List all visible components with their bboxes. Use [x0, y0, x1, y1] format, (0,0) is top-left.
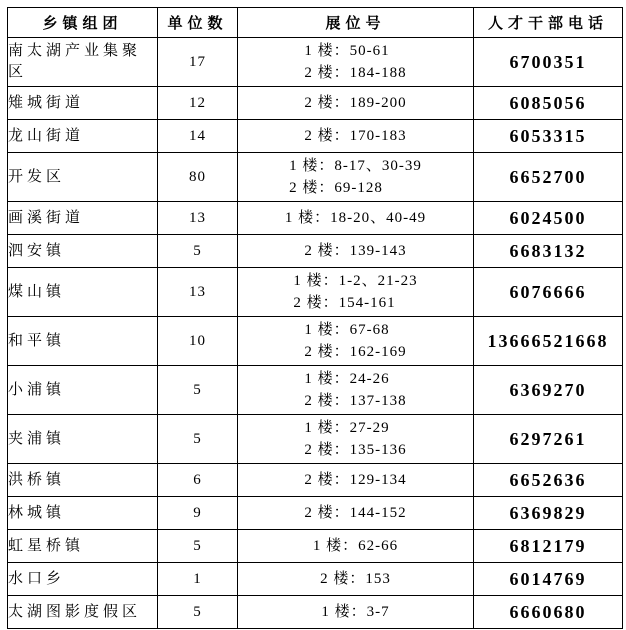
col-header-talent-cadre-phone: 人才干部电话	[474, 8, 623, 38]
booth-number-cell	[238, 120, 474, 153]
booth-lines-block	[304, 469, 406, 491]
booth-line: 2 楼：69-128	[289, 180, 383, 196]
table-row	[8, 120, 623, 153]
township-name-cell: 泗安镇	[8, 235, 158, 268]
phone-cell: 13666521668	[474, 317, 623, 366]
township-name-cell: 和平镇	[8, 317, 158, 366]
unit-count-cell: 5	[158, 366, 238, 415]
booth-line: 2 楼：189-200	[304, 95, 407, 111]
booth-lines-block	[304, 319, 406, 363]
booth-line: 2 楼：137-138	[304, 393, 407, 409]
phone-cell: 6085056	[474, 87, 623, 120]
booth-line: 2 楼：162-169	[304, 344, 407, 360]
table-row	[8, 38, 623, 87]
booth-line: 1 楼：18-20、40-49	[284, 210, 427, 226]
booth-number-cell	[238, 415, 474, 464]
booth-line: 1 楼：3-7	[321, 604, 390, 620]
booth-number-cell	[238, 366, 474, 415]
unit-count-cell: 14	[158, 120, 238, 153]
booth-number-cell	[238, 153, 474, 202]
booth-line: 2 楼：129-134	[304, 472, 407, 488]
township-name-cell: 小浦镇	[8, 366, 158, 415]
table-row	[8, 317, 623, 366]
phone-cell: 6053315	[474, 120, 623, 153]
township-name-cell: 龙山街道	[8, 120, 158, 153]
booth-line: 2 楼：184-188	[304, 65, 407, 81]
unit-count-cell: 13	[158, 268, 238, 317]
unit-count-cell: 9	[158, 497, 238, 530]
booth-lines-block	[320, 568, 391, 590]
booth-number-cell	[238, 202, 474, 235]
township-name-cell: 南太湖产业集聚区	[8, 38, 158, 87]
unit-count-cell: 1	[158, 563, 238, 596]
booth-lines-block	[304, 92, 406, 114]
booth-line: 2 楼：170-183	[304, 128, 407, 144]
booth-line: 1 楼：8-17、30-39	[289, 158, 422, 174]
booth-number-cell	[238, 38, 474, 87]
table-row	[8, 596, 623, 629]
booth-line: 1 楼：50-61	[304, 43, 390, 59]
table-header-row	[8, 8, 623, 38]
phone-cell: 6014769	[474, 563, 623, 596]
phone-cell: 6369829	[474, 497, 623, 530]
booth-number-cell	[238, 497, 474, 530]
phone-cell: 6700351	[474, 38, 623, 87]
booth-line: 1 楼：24-26	[304, 371, 390, 387]
booth-line: 2 楼：135-136	[304, 442, 407, 458]
phone-cell: 6683132	[474, 235, 623, 268]
booth-line: 1 楼：62-66	[312, 538, 399, 554]
booth-number-cell	[238, 563, 474, 596]
booth-line: 1 楼：27-29	[304, 420, 390, 436]
booth-lines-block	[304, 368, 406, 412]
booth-lines-block	[304, 40, 406, 84]
table-body	[8, 38, 623, 629]
unit-count-cell: 6	[158, 464, 238, 497]
township-name-cell: 雉城街道	[8, 87, 158, 120]
table-row	[8, 497, 623, 530]
phone-cell: 6660680	[474, 596, 623, 629]
booth-number-cell	[238, 235, 474, 268]
township-name-cell: 洪桥镇	[8, 464, 158, 497]
col-header-township-group: 乡镇组团	[8, 8, 158, 38]
col-header-booth-number: 展位号	[238, 8, 474, 38]
phone-cell: 6297261	[474, 415, 623, 464]
booth-lines-block	[304, 417, 406, 461]
township-name-cell: 夹浦镇	[8, 415, 158, 464]
booth-number-cell	[238, 317, 474, 366]
table-row	[8, 464, 623, 497]
booth-number-cell	[238, 87, 474, 120]
unit-count-cell: 80	[158, 153, 238, 202]
booth-lines-block	[285, 207, 426, 229]
township-name-cell: 林城镇	[8, 497, 158, 530]
township-name-cell: 煤山镇	[8, 268, 158, 317]
township-name-cell: 水口乡	[8, 563, 158, 596]
table-row	[8, 563, 623, 596]
booth-lines-block	[304, 125, 406, 147]
booth-lines-block	[304, 502, 406, 524]
unit-count-cell: 5	[158, 530, 238, 563]
booth-number-cell	[238, 464, 474, 497]
booth-lines-block	[313, 535, 398, 557]
phone-cell: 6652636	[474, 464, 623, 497]
booth-lines-block	[289, 155, 422, 199]
booth-line: 1 楼：1-2、21-23	[293, 273, 418, 289]
phone-cell: 6024500	[474, 202, 623, 235]
unit-count-cell: 13	[158, 202, 238, 235]
phone-cell: 6652700	[474, 153, 623, 202]
township-name-cell: 太湖图影度假区	[8, 596, 158, 629]
booth-number-cell	[238, 530, 474, 563]
unit-count-cell: 17	[158, 38, 238, 87]
table-row	[8, 366, 623, 415]
booth-line: 2 楼：153	[320, 571, 391, 587]
booth-line: 1 楼：67-68	[304, 322, 390, 338]
phone-cell: 6812179	[474, 530, 623, 563]
booth-table	[7, 7, 623, 629]
table-row	[8, 235, 623, 268]
phone-cell: 6369270	[474, 366, 623, 415]
unit-count-cell: 5	[158, 415, 238, 464]
booth-line: 2 楼：144-152	[304, 505, 407, 521]
booth-line: 2 楼：154-161	[293, 295, 396, 311]
unit-count-cell: 5	[158, 235, 238, 268]
table-row	[8, 415, 623, 464]
township-name-cell: 开发区	[8, 153, 158, 202]
table-row	[8, 87, 623, 120]
table-row	[8, 202, 623, 235]
township-name-cell: 画溪街道	[8, 202, 158, 235]
unit-count-cell: 12	[158, 87, 238, 120]
booth-line: 2 楼：139-143	[304, 243, 407, 259]
unit-count-cell: 5	[158, 596, 238, 629]
phone-cell: 6076666	[474, 268, 623, 317]
col-header-unit-count: 单位数	[158, 8, 238, 38]
booth-number-cell	[238, 596, 474, 629]
table-row	[8, 153, 623, 202]
unit-count-cell: 10	[158, 317, 238, 366]
booth-lines-block	[293, 270, 417, 314]
booth-lines-block	[304, 240, 406, 262]
booth-lines-block	[321, 601, 389, 623]
booth-number-cell	[238, 268, 474, 317]
township-name-cell: 虹星桥镇	[8, 530, 158, 563]
table-row	[8, 268, 623, 317]
table-row	[8, 530, 623, 563]
